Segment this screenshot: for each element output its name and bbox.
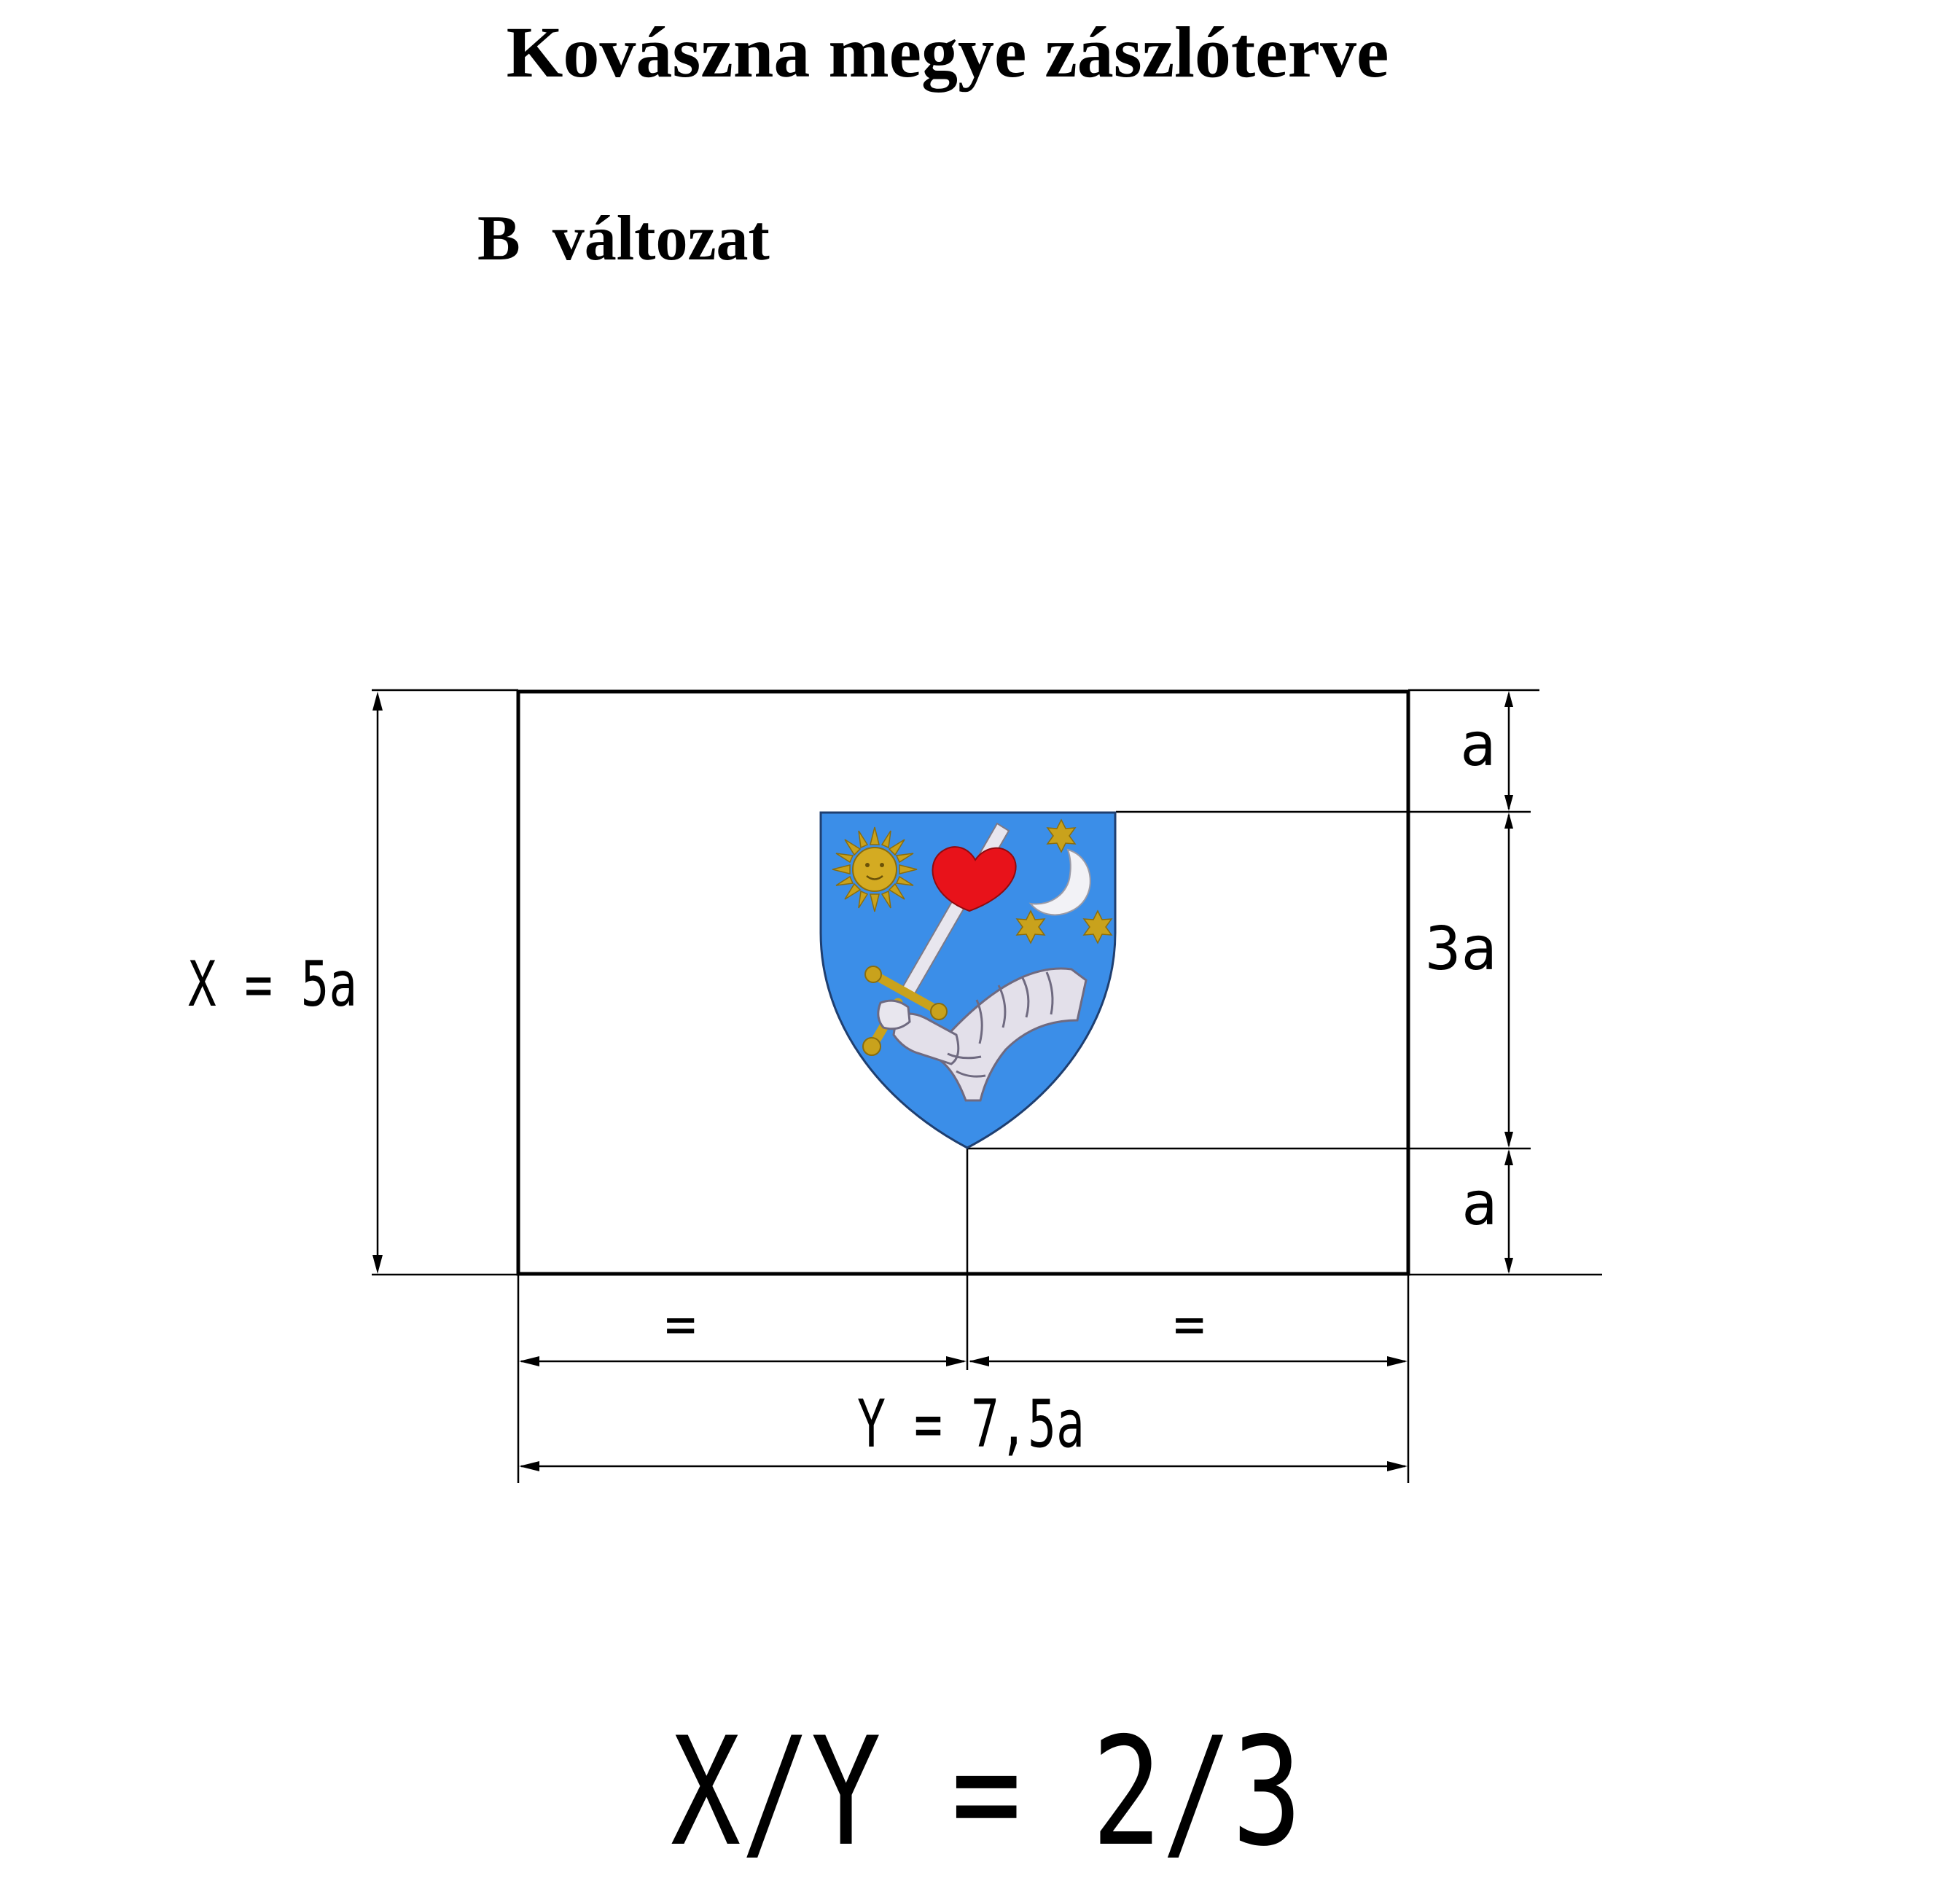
page-title: Kovászna megye zászlóterve <box>506 12 1389 93</box>
top-margin-label: a <box>1460 711 1496 780</box>
bottom-margin-dimension-line <box>1504 1149 1513 1274</box>
height-label: X = 5a <box>188 948 357 1021</box>
width-label: Y = 7,5a <box>857 1386 1085 1463</box>
half-width-dimension-line <box>519 1356 1407 1366</box>
shield-height-dimension-line <box>1504 813 1513 1148</box>
top-margin-dimension-line <box>1504 691 1513 811</box>
width-dimension-line <box>519 1461 1407 1471</box>
half-left-label: = <box>665 1294 697 1355</box>
ratio-formula: X/Y = 2/3 <box>671 1706 1303 1879</box>
bottom-margin-label: a <box>1461 1170 1498 1239</box>
height-dimension-line <box>372 692 383 1274</box>
shield-height-label: 3a <box>1425 915 1497 984</box>
half-right-label: = <box>1174 1294 1206 1355</box>
sun-icon <box>832 827 917 912</box>
variant-subtitle: B változat <box>477 203 770 274</box>
